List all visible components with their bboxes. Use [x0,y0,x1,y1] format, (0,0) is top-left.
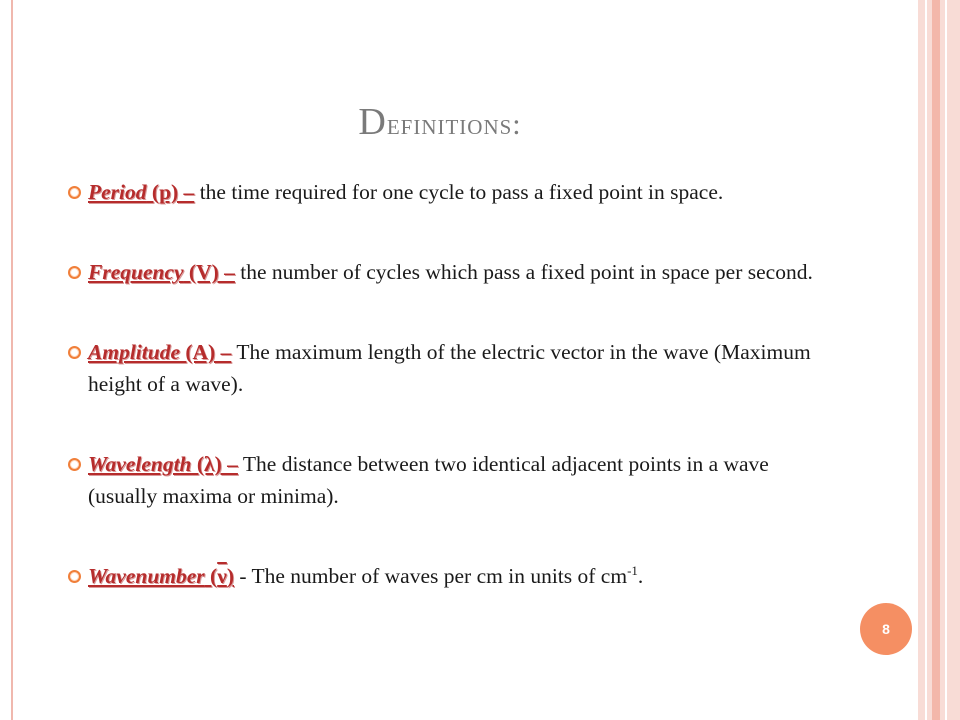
right-band-divider [925,0,927,720]
definition-item-period [62,176,822,208]
circle-bullet-icon [68,266,81,279]
right-band-divider [945,0,947,720]
definition-term: Wavenumber (ν) [88,564,234,588]
definition-item-wavelength [62,448,822,512]
superscript-exponent: -1 [627,562,638,578]
title-initial: D [358,101,387,143]
definition-term: Period (p) – [88,180,195,204]
circle-bullet-icon [68,186,81,199]
circle-bullet-icon [68,346,81,359]
right-band-stripe [932,0,940,720]
definition-term: Frequency (V) – [88,260,235,284]
definition-text: - The number of waves per cm in units of cm [233,564,628,588]
definitions-list [62,176,822,592]
page-number-badge: 8 [860,603,912,655]
definition-text-end: . [637,564,644,588]
definition-text: the time required for one cycle to pass a fixed point in space. [194,180,724,204]
title-rest: efinitions: [386,108,522,141]
circle-bullet-icon [68,570,81,583]
slide-title [0,100,880,144]
definition-text: The maximum length of the electric vector in the wave (Maximum height of a wave). [88,340,811,396]
definition-text: the number of cycles which pass a fixed point in space per second. [234,260,813,284]
definition-item-frequency [62,256,822,288]
definition-item-amplitude [62,336,822,400]
definition-item-wavenumber [62,560,822,592]
circle-bullet-icon [68,458,81,471]
definition-term: Wavelength (λ) – [88,452,238,476]
definition-text: The distance between two identical adjacent points in a wave (usually maxima or minima). [88,452,769,508]
definition-term: Amplitude (A) – [88,340,232,364]
